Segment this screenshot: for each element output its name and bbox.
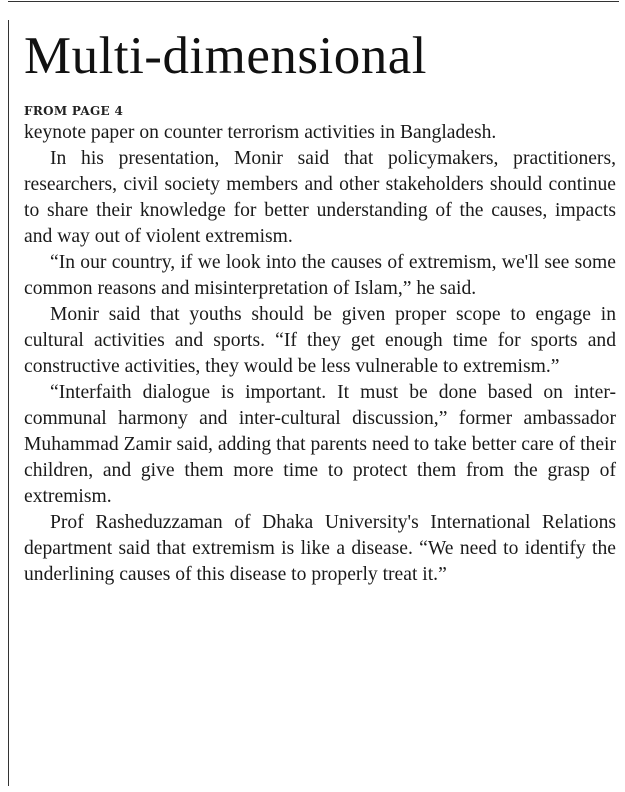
paragraph: “Interfaith dialogue is important. It must be done based on inter-communal harmony and inter-cultural discussion,” former ambassador Muhammad Zamir said, adding that parents need to take better care of their children, and give them more time to protect them from the grasp of extremism.: [24, 382, 616, 507]
paragraph: keynote paper on counter terrorism activities in Bangladesh.: [24, 122, 497, 143]
paragraph: “In our country, if we look into the causes of extremism, we'll see some common reasons and misinterpretation of Islam,” he said.: [24, 252, 616, 299]
article-headline: Multi-dimensional: [24, 27, 428, 85]
continued-from-label: FROM PAGE 4: [24, 104, 124, 118]
news-article: [24, 20, 616, 588]
paragraph: Monir said that youths should be given proper scope to engage in cultural activities and sports. “If they get enough time for sports and constructive activities, they would be less vulnerable to extremism.”: [24, 304, 616, 377]
paragraph: In his presentation, Monir said that policymakers, practitioners, researchers, civil society members and other stakeholders should continue to share their knowledge for better understanding of the causes, impacts and way out of violent extremism.: [24, 148, 616, 247]
top-rule: [8, 1, 619, 2]
article-body: [24, 120, 616, 588]
column-rule: [8, 20, 9, 786]
paragraph: Prof Rasheduzzaman of Dhaka University's International Relations department said that extremism is like a disease. “We need to identify the underlining causes of this disease to properly treat it.”: [24, 512, 616, 585]
